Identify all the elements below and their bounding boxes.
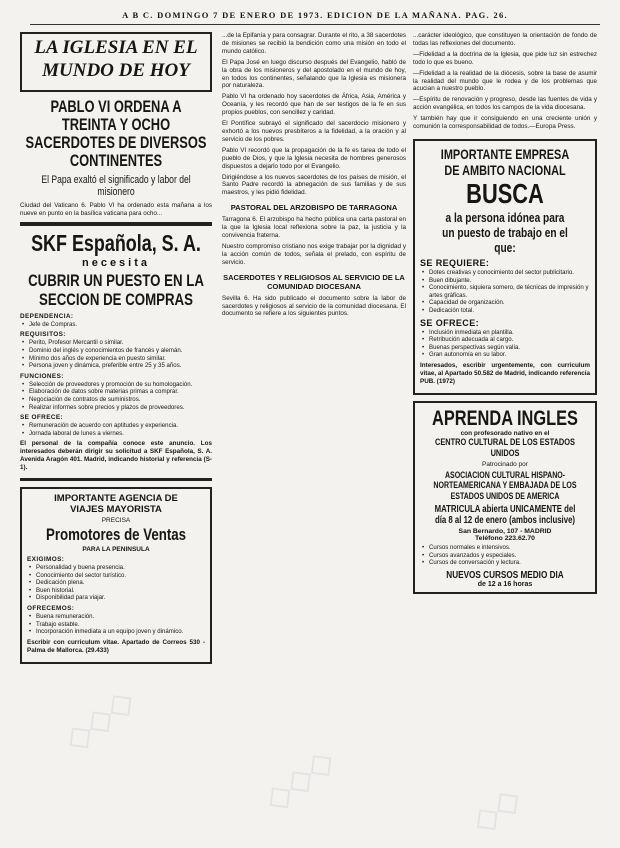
agency-headline: Promotores de Ventas	[45, 524, 187, 544]
agency-req-item: • Buen historial.	[27, 587, 205, 595]
section-line-1: LA IGLESIA EN EL	[34, 37, 198, 58]
ingles-line: con profesorado nativo en el	[460, 429, 550, 437]
empresa-req-item: • Dedicación total.	[420, 307, 590, 315]
skf-footer: El personal de la compañía conoce este anuncio. Los interesados deberán dirigir su solicitud a SKF Española, S. A. Avenida Aragón 401. Madrid, indicando historial y referencia (S-1).	[20, 440, 212, 472]
ingles-hours: de 12 a 16 horas	[477, 580, 533, 588]
skf-needs: necesita	[81, 256, 151, 269]
ingles-course: • Cursos normales e intensivos.	[420, 544, 590, 552]
empresa-req-item: • Dotes creativas y conocimiento del sector publicitario.	[420, 269, 590, 277]
ingles-center: CENTRO CULTURAL DE LOS ESTADOS UNIDOS	[435, 436, 575, 459]
body-paragraph: Nuestro compromiso cristiano nos exige trabajar por la dignidad y la acción común de todos, señala el prelado, con espíritu de servicio.	[222, 242, 406, 266]
agency-off-item: • Trabajo estable.	[27, 621, 205, 629]
body-paragraph: Dirigiéndose a los nuevos sacerdotes de los países de misión, el Santo Padre recordó la abnegación de sus familias y de sus maestros, y les pidió fidelidad.	[222, 173, 406, 197]
empresa-sub-1: a la persona idónea para	[445, 209, 565, 225]
agency-line-1: IMPORTANTE AGENCIA DE	[54, 492, 178, 504]
section-banner	[20, 32, 212, 92]
ingles-course: • Cursos avanzados y especiales.	[420, 552, 590, 560]
body-paragraph: —Fidelidad a la realidad de la diócesis, sobre la base de asumir la realidad del mundo que le rodea y de los problemas que acucian a nuestro pueblo.	[413, 69, 597, 93]
agency-needs: PRECISA	[101, 516, 131, 524]
page-header: A B C. DOMINGO 7 DE ENERO DE 1973. EDICION DE LA MAÑANA. PAG. 26.	[30, 10, 600, 25]
skf-fun-item: • Realizar informes sobre precios y plazos de proveedores.	[20, 404, 212, 412]
body-paragraph: Tarragona 6. El arzobispo ha hecho pública una carta pastoral en la que la Iglesia local reflexiona sobre la paz, la justicia y la convivencia fraterna.	[222, 216, 406, 240]
ingles-line: Patrocinado por	[482, 460, 528, 468]
empresa-footer: Interesados, escribir urgentemente, con curriculum vitae, al Apartado 50.582 de Madrid, indicando referencia PUB. (1972)	[420, 361, 590, 385]
article-headline: PABLO VI ORDENA A TREINTA Y OCHO SACERDOTES DE DIVERSOS CONTINENTES	[25, 98, 207, 170]
body-paragraph: Sevilla 6. Ha sido publicado el documento sobre la labor de sacerdotes y religiosos al servicio de la comunidad diocesana. El documento se refiere a los siguientes puntos.	[222, 294, 406, 318]
column-middle	[222, 32, 406, 837]
article-lead: Ciudad del Vaticano 6. Pablo VI ha ordenado esta mañana a los nueve en punto en la basílica vaticana para ocho...	[20, 202, 212, 217]
ingles-headline: APRENDA INGLES	[432, 406, 578, 430]
ingles-ad	[413, 401, 597, 594]
skf-req-item: • Dominio del inglés y conocimientos de francés y alemán.	[20, 347, 212, 355]
agency-req-item: • Conocimiento del sector turístico.	[27, 572, 205, 580]
article-title-sacerdotes: SACERDOTES Y RELIGIOSOS AL SERVICIO DE LA COMUNIDAD DIOCESANA	[223, 272, 405, 291]
ingles-course: • Cursos de conversación y lectura.	[420, 559, 590, 567]
agency-line-2: VIAJES MAYORISTA	[70, 503, 162, 515]
empresa-off-label: SE OFRECE:	[420, 317, 480, 328]
ingles-sponsor: ASOCIACION CULTURAL HISPANO-NORTEAMERICANA Y EMBAJADA DE LOS ESTADOS UNIDOS DE AMERICA	[433, 469, 577, 501]
watermark-mark: ◇◇	[463, 778, 530, 842]
skf-dep-label: DEPENDENCIA:	[20, 312, 74, 320]
empresa-line-1: IMPORTANTE EMPRESA	[440, 145, 570, 162]
body-paragraph: Pablo VI recordó que la propagación de la fe es tarea de todo el pueblo de Dios, y que la Iglesia necesita de hombres generosos dispuestos a dejarlo todo por el Evangelio.	[222, 146, 406, 170]
empresa-sub-2: un puesto de trabajo en el	[442, 224, 568, 240]
body-paragraph: ...de la Epifanía y para consagrar. Durante el rito, a 38 sacerdotes de misiones se recibió la bendición como una misión en todo el mundo católico.	[222, 32, 406, 55]
skf-ad	[20, 222, 212, 481]
body-paragraph: ...carácter ideológico, que constituyen la orientación de fondo de todas las reflexiones del documento.	[413, 32, 597, 47]
skf-fun-item: • Selección de proveedores y promoción de su homologación.	[20, 381, 212, 389]
watermark-mark: ◇◇◇	[256, 740, 343, 820]
column-left	[20, 32, 212, 837]
empresa-sub-3: que:	[494, 239, 516, 255]
ingles-new-courses: NUEVOS CURSOS MEDIO DIA	[446, 568, 564, 581]
agency-req-item: • Disponibilidad para viajar.	[27, 594, 205, 602]
agency-req-item: • Dedicación plena.	[27, 579, 205, 587]
skf-off-item: • Remuneración de acuerdo con aptitudes y experiencia.	[20, 422, 212, 430]
empresa-headline: BUSCA	[466, 177, 544, 209]
section-line-2: MUNDO DE HOY	[42, 60, 190, 81]
agency-req-label: EXIGIMOS:	[27, 555, 65, 563]
article-title-tarragona: PASTORAL DEL ARZOBISPO DE TARRAGONA	[230, 203, 398, 213]
empresa-off-item: • Gran autonomía en su labor.	[420, 351, 590, 359]
skf-fun-item: • Negociación de contratos de suministros.	[20, 396, 212, 404]
agency-ad	[20, 487, 212, 664]
empresa-line-2: DE AMBITO NACIONAL	[444, 161, 566, 178]
agency-off-item: • Incorporación inmediata a un equipo joven y dinámico.	[27, 628, 205, 636]
skf-req-item: • Mínimo dos años de experiencia en puesto similar.	[20, 355, 212, 363]
agency-off-item: • Buena remuneración.	[27, 613, 205, 621]
body-paragraph: Y también hay que ir consiguiendo en una creciente unión y comunión la corresponsabilidad de todos.—Europa Press.	[413, 115, 597, 131]
body-paragraph: Pablo VI ha ordenado hoy sacerdotes de África, Asia, América y Oceanía, y les recordó que han de ser testigos de la fe en sus propios pueblos, con sencillez y caridad.	[222, 93, 406, 117]
agency-region: PARA LA PENINSULA	[82, 545, 150, 553]
body-paragraph: —Fidelidad a la doctrina de la Iglesia, que pide luz sin estrechez todo lo que es bueno.	[413, 50, 597, 66]
skf-headline: CUBRIR UN PUESTO EN LA SECCION DE COMPRAS	[28, 270, 204, 309]
ingles-address: San Bernardo, 107 - MADRID	[458, 528, 552, 536]
skf-req-item: • Perito, Profesor Mercantil o similar.	[20, 339, 212, 347]
skf-off-item: • Jornada laboral de lunes a viernes.	[20, 430, 212, 438]
skf-fun-label: FUNCIONES:	[20, 372, 64, 380]
empresa-req-item: • Capacidad de organización.	[420, 299, 590, 307]
column-right	[413, 32, 597, 837]
skf-req-label: REQUISITOS:	[20, 331, 66, 339]
empresa-off-item: • Retribución adecuada al cargo.	[420, 336, 590, 344]
body-paragraph: —Espíritu de renovación y progreso, desde las fuentes de vida y acción evangélica, en todos los campos de la vida diocesana.	[413, 96, 597, 112]
agency-off-label: OFRECEMOS:	[27, 604, 75, 612]
empresa-req-item: • Conocimiento, siquiera somero, de técnicas de impresión y artes gráficas.	[420, 284, 590, 299]
watermark-mark: ◇◇◇	[56, 680, 143, 760]
agency-footer: Escribir con curriculum vitae. Apartado de Correos 530 - Palma de Mallorca. (29.433)	[27, 638, 205, 654]
ingles-phone: Teléfono 223.62.70	[475, 535, 535, 543]
ingles-matricula: MATRICULA abierta UNICAMENTE del día 8 al 12 de enero (ambos inclusive)	[434, 504, 576, 527]
empresa-ad	[413, 139, 597, 395]
article-subtitle: El Papa exaltó el significado y labor del misionero	[41, 174, 191, 198]
empresa-off-item: • Inclusión inmediata en plantilla.	[420, 329, 590, 337]
agency-req-item: • Personalidad y buena presencia.	[27, 564, 205, 572]
skf-req-item: • Persona joven y dinámica, preferible entre 25 y 35 años.	[20, 362, 212, 370]
empresa-req-label: SE REQUIERE:	[420, 257, 490, 268]
skf-dep-item: • Jefe de Compras.	[20, 321, 212, 329]
skf-fun-item: • Elaboración de datos sobre materias primas a comprar.	[20, 388, 212, 396]
empresa-off-item: • Buenas perspectivas según valía.	[420, 344, 590, 352]
body-paragraph: El Pontífice subrayó el significado del sacerdocio misionero y exhortó a los nuevos presbíteros a la fidelidad, a la oración y al servicio de los pobres.	[222, 120, 406, 143]
body-paragraph: El Papa José en luego discurso después del Evangelio, habló de la obra de los misioneros y del apostolado en el mundo de hoy, en todos los continentes, señalando que la Iglesia es misionera por naturaleza.	[222, 58, 406, 90]
skf-off-label: SE OFRECE:	[20, 414, 64, 422]
skf-company: SKF Española, S. A.	[31, 229, 201, 256]
empresa-req-item: • Buen dibujante.	[420, 277, 590, 285]
